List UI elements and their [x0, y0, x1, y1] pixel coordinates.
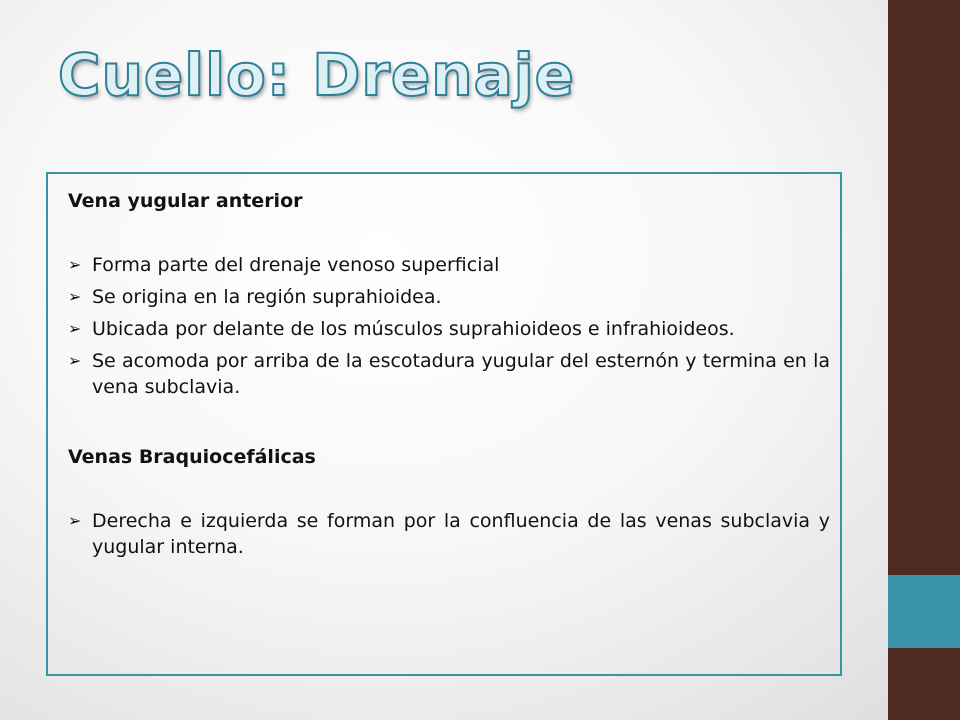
- list-item: [68, 284, 830, 310]
- list-item: [68, 316, 830, 342]
- section-heading-yugular: Vena yugular anterior: [68, 190, 303, 212]
- arrow-right-icon: ➢: [68, 287, 82, 306]
- list-item: [68, 348, 830, 400]
- bullet-list-yugular: [68, 252, 830, 400]
- right-accent-block: [888, 575, 960, 648]
- list-item: [68, 508, 830, 560]
- arrow-right-icon: ➢: [68, 255, 82, 274]
- bullet-list-braquiocefalicas: [68, 508, 830, 560]
- list-item-text: Se acomoda por arriba de la escotadura yugular del esternón y termina en la vena subclavia.: [92, 350, 830, 398]
- arrow-right-icon: ➢: [68, 511, 82, 530]
- section-heading-braquiocefalicas: Venas Braquiocefálicas: [68, 446, 316, 468]
- list-item-text: Forma parte del drenaje venoso superficial: [92, 254, 500, 276]
- slide-title: Cuello: Drenaje: [58, 41, 575, 109]
- list-item-text: Se origina en la región suprahioidea.: [92, 286, 442, 308]
- list-item-text: Ubicada por delante de los músculos suprahioideos e infrahioideos.: [92, 318, 735, 340]
- list-item: [68, 252, 830, 278]
- list-item-text: Derecha e izquierda se forman por la confluencia de las venas subclavia y yugular interna.: [92, 510, 830, 558]
- arrow-right-icon: ➢: [68, 351, 82, 370]
- arrow-right-icon: ➢: [68, 319, 82, 338]
- content-box: [46, 172, 842, 676]
